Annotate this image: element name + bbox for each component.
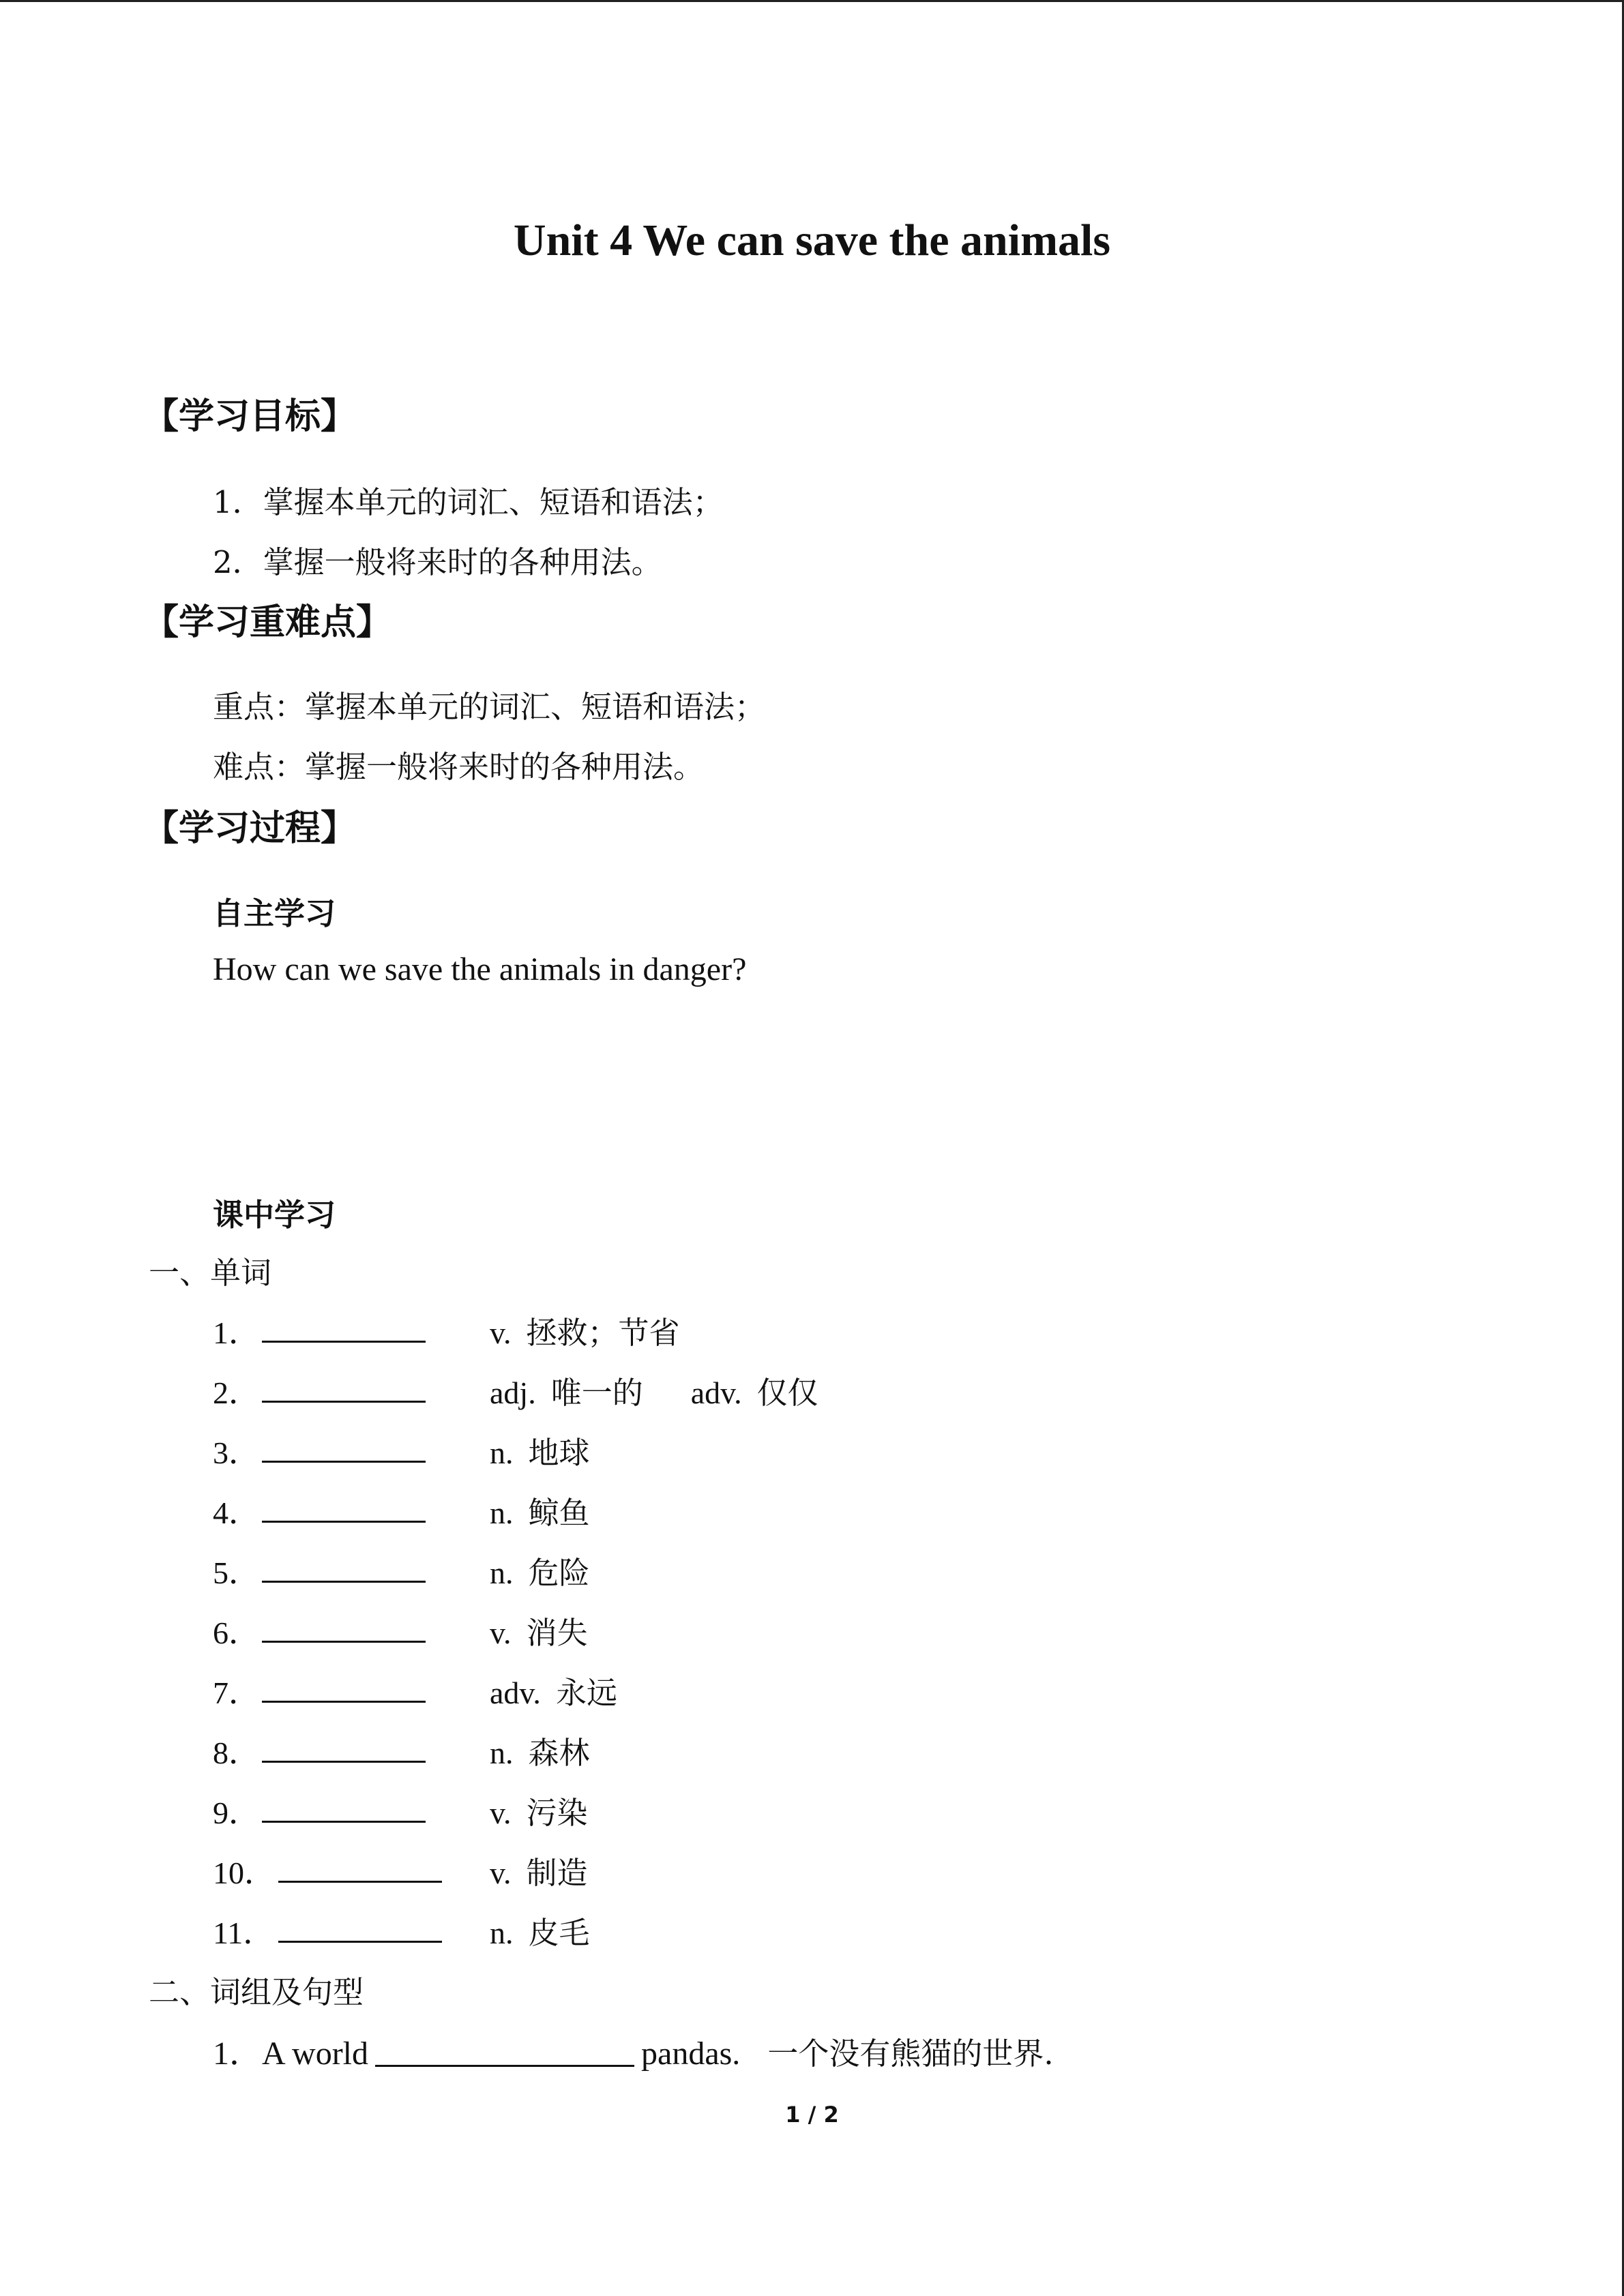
page-top-border xyxy=(0,0,1624,2)
vocab-part-of-speech: v. xyxy=(490,1855,512,1890)
vocab-item xyxy=(0,1608,1624,1656)
phrase-text-before: A world xyxy=(262,2036,369,2072)
vocab-item xyxy=(0,1368,1624,1416)
vocab-answer-blank[interactable] xyxy=(262,1641,426,1643)
phrase-translation: 一个没有熊猫的世界. xyxy=(767,2036,1054,2072)
vocab-meaning: 森林 xyxy=(528,1735,590,1771)
key-point-item: 重点：掌握本单元的词汇、短语和语法； xyxy=(213,689,766,725)
vocab-definition xyxy=(490,1908,590,1952)
vocab-number: 1． xyxy=(213,1315,260,1350)
vocab-part-of-speech: n. xyxy=(490,1915,514,1950)
vocab-item xyxy=(0,1548,1624,1596)
vocab-answer-blank[interactable] xyxy=(262,1521,426,1523)
section-heading-key-points: 【学习重难点】 xyxy=(143,602,392,643)
vocab-answer-blank[interactable] xyxy=(262,1401,426,1403)
vocab-meaning: 制造 xyxy=(526,1855,588,1891)
vocab-number: 10． xyxy=(213,1855,276,1890)
vocab-answer-blank[interactable] xyxy=(278,1941,442,1943)
vocab-item xyxy=(0,1848,1624,1896)
vocab-number: 2． xyxy=(213,1375,260,1410)
vocab-meaning: 唯一的 xyxy=(550,1375,643,1411)
vocab-meaning: 永远 xyxy=(555,1675,617,1711)
vocab-meaning: 鲸鱼 xyxy=(528,1495,590,1531)
vocab-definition xyxy=(490,1548,590,1592)
vocab-number: 8． xyxy=(213,1735,260,1770)
vocab-item xyxy=(0,1788,1624,1836)
vocab-item xyxy=(0,1728,1624,1776)
self-study-question: How can we save the animals in danger? xyxy=(213,951,747,987)
goal-item: 1．掌握本单元的词汇、短语和语法； xyxy=(213,484,724,520)
document-title: Unit 4 We can save the animals xyxy=(513,215,1111,265)
vocab-answer-blank[interactable] xyxy=(262,1581,426,1583)
vocab-answer-blank[interactable] xyxy=(262,1701,426,1703)
vocab-answer-blank[interactable] xyxy=(262,1821,426,1823)
class-study-heading: 课中学习 xyxy=(213,1197,336,1233)
vocab-meaning: 皮毛 xyxy=(528,1915,590,1951)
vocab-part-of-speech-alt: adv. xyxy=(690,1375,742,1410)
vocab-part-of-speech: v. xyxy=(490,1315,512,1350)
vocab-item xyxy=(0,1308,1624,1356)
vocab-meaning: 危险 xyxy=(528,1555,590,1591)
vocab-item xyxy=(0,1488,1624,1536)
vocab-meaning: 污染 xyxy=(526,1795,588,1831)
vocab-definition xyxy=(490,1728,590,1772)
vocab-meaning: 拯救；节省 xyxy=(526,1315,680,1351)
vocab-part-of-speech: n. xyxy=(490,1495,514,1530)
vocab-number: 4． xyxy=(213,1495,260,1530)
phrase-number: 1． xyxy=(213,2036,263,2072)
vocab-definition xyxy=(490,1608,588,1652)
vocab-definition xyxy=(490,1308,680,1352)
vocab-number: 7． xyxy=(213,1675,260,1710)
vocab-definition xyxy=(490,1788,588,1832)
vocab-definition xyxy=(490,1668,617,1712)
vocab-definition xyxy=(490,1848,588,1892)
vocab-answer-blank[interactable] xyxy=(262,1761,426,1763)
section-heading-process: 【学习过程】 xyxy=(143,808,357,849)
vocab-part-of-speech: adj. xyxy=(490,1375,536,1410)
vocab-definition xyxy=(490,1488,590,1532)
vocab-item xyxy=(0,1428,1624,1476)
vocab-number: 9． xyxy=(213,1795,260,1830)
vocab-definition xyxy=(490,1368,818,1412)
vocab-number: 3． xyxy=(213,1435,260,1470)
section-heading-goals: 【学习目标】 xyxy=(143,396,357,437)
vocab-answer-blank[interactable] xyxy=(278,1881,442,1883)
phrase-blank[interactable] xyxy=(375,2065,634,2067)
vocab-number: 11． xyxy=(213,1915,275,1950)
vocab-meaning-alt: 仅仅 xyxy=(756,1375,818,1411)
vocab-part-of-speech: adv. xyxy=(490,1675,541,1710)
vocab-part-of-speech: n. xyxy=(490,1435,514,1470)
part-words-heading: 一、单词 xyxy=(149,1255,272,1291)
vocab-part-of-speech: v. xyxy=(490,1615,512,1650)
vocab-answer-blank[interactable] xyxy=(262,1461,426,1463)
phrase-item xyxy=(213,2027,1054,2074)
vocab-definition xyxy=(490,1428,590,1472)
page-number: 1 / 2 xyxy=(785,2102,839,2128)
vocab-meaning: 消失 xyxy=(526,1615,588,1651)
vocab-meaning: 地球 xyxy=(528,1435,590,1471)
vocab-number: 5． xyxy=(213,1555,260,1590)
vocab-part-of-speech: n. xyxy=(490,1735,514,1770)
goal-item: 2．掌握一般将来时的各种用法。 xyxy=(213,544,662,580)
part-phrases-heading: 二、词组及句型 xyxy=(149,1974,364,2010)
vocab-item xyxy=(0,1668,1624,1716)
self-study-heading: 自主学习 xyxy=(213,895,336,931)
vocab-item xyxy=(0,1908,1624,1956)
difficult-point-item: 难点：掌握一般将来时的各种用法。 xyxy=(213,749,705,785)
vocab-part-of-speech: v. xyxy=(490,1795,512,1830)
phrase-text-after: pandas. xyxy=(641,2036,741,2072)
vocab-answer-blank[interactable] xyxy=(262,1341,426,1343)
vocab-number: 6． xyxy=(213,1615,260,1650)
vocab-part-of-speech: n. xyxy=(490,1555,514,1590)
